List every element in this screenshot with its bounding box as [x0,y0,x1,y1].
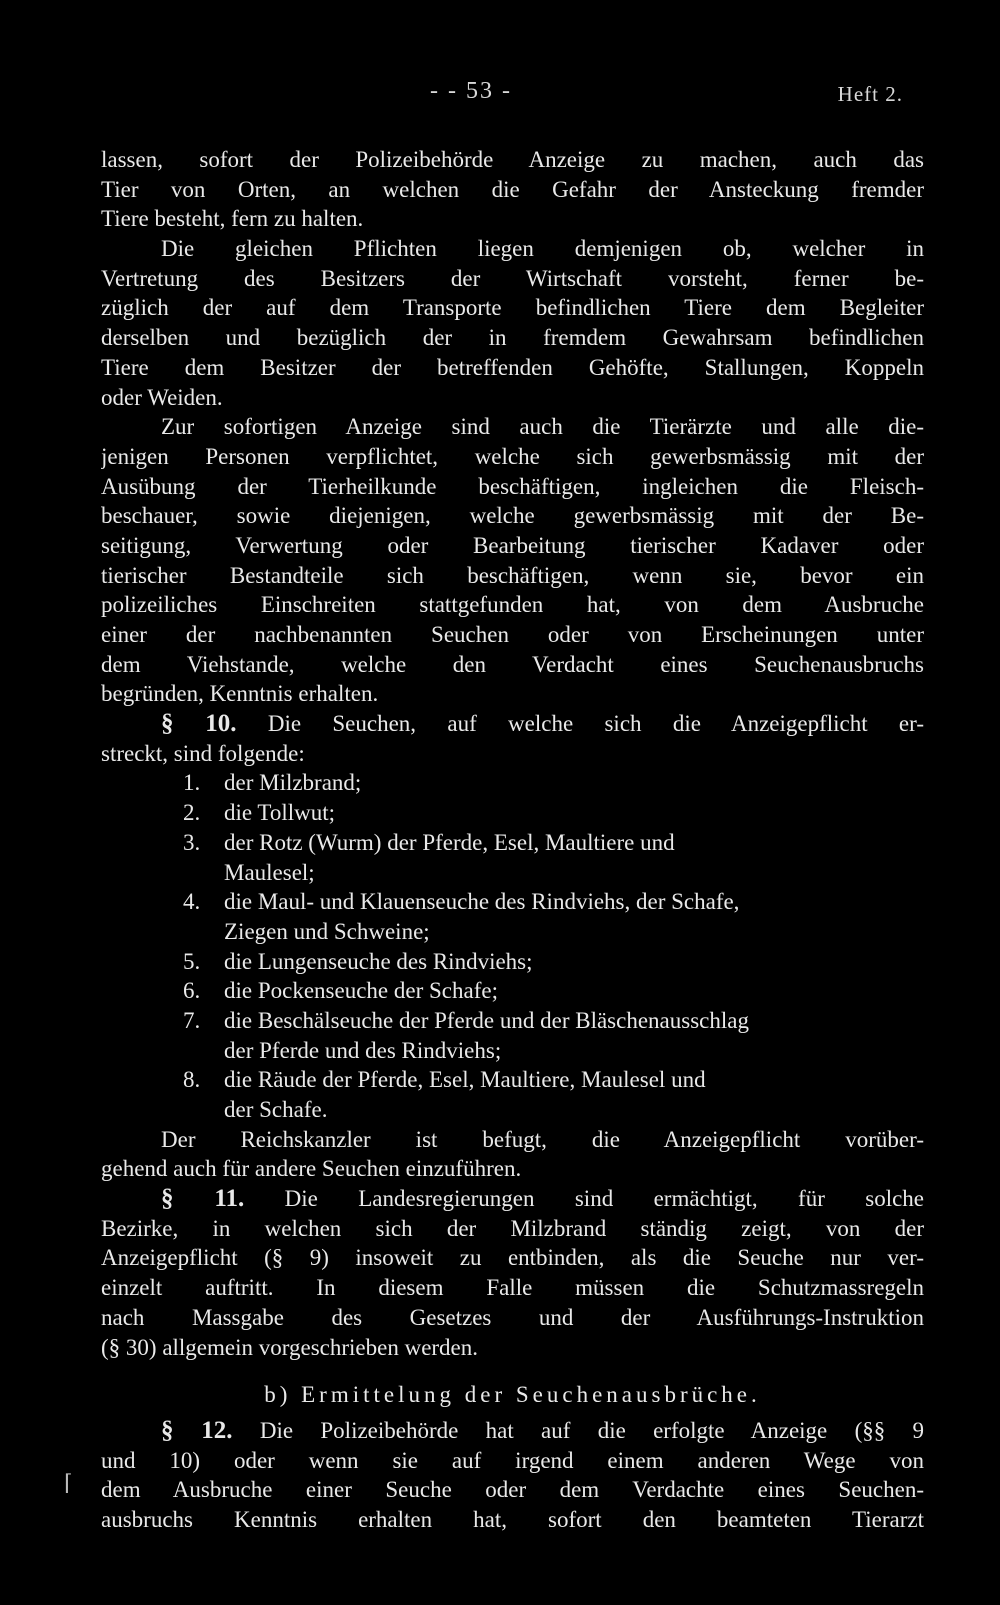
list-text: die Maul- und Klauenseuche des Rindviehs, der Schafe, [224,889,740,915]
text-line: lassen, sofort der Polizeibehörde Anzeige zu machen, auch das [101,147,924,172]
list-item [101,768,924,798]
text-line: jenigen Personen verpflichtet, welche sich gewerbsmässig mit der [101,443,924,469]
list-number: 8. [183,1067,201,1093]
text-line: (§ 30) allgemein vorgeschrieben werden. [101,1334,479,1360]
text-line: oder Weiden. [101,384,223,410]
list-number: 2. [183,800,201,826]
list-number: 4. [183,889,201,915]
text-line: einzelt auftritt. In diesem Falle müssen die Schutzmassregeln [101,1275,924,1301]
text-line: dem Ausbruche einer Seuche oder dem Verdachte eines Seuchen- [101,1477,924,1503]
text-line: dem Viehstande, welche den Verdacht eines Seuchenausbruchs [101,651,924,677]
list-text: die Beschälseuche der Pferde und der Bläschenausschlag [224,1007,749,1033]
list-text: die Pockenseuche der Schafe; [224,978,498,1004]
list-text: die Räude der Pferde, Esel, Maultiere, Maulesel und [224,1067,706,1093]
list-item-continuation: der Schafe. [224,1097,328,1122]
list-text: die Lungenseuche des Rindviehs; [224,948,533,974]
body-text [101,145,924,1535]
issue-label: Heft 2. [837,82,903,106]
section-symbol: § 11. [161,1185,245,1213]
text-line: streckt, sind folgende: [101,740,305,766]
text-line: derselben und bezüglich der in fremdem Gewahrsam befindlichen [101,325,924,351]
list-text: der Milzbrand; [224,770,362,796]
subsection-heading: b) Ermittelung der Seuchenausbrüche. [264,1382,761,1408]
text-line: Anzeigepflicht (§ 9) insoweit zu entbinden, als die Seuche nur ver- [101,1245,924,1271]
section-symbol: § 12. [161,1416,233,1444]
margin-mark: ⌈ [64,1470,73,1495]
list-item [101,828,924,858]
text-span: Die Seuchen, auf welche sich die Anzeigepflicht er- [267,711,924,737]
text-line: polizeiliches Einschreiten stattgefunden hat, von dem Ausbruche [101,592,924,618]
section-12-line [101,1416,924,1446]
section-symbol: § 10. [161,710,237,738]
list-item [101,887,924,917]
text-line: Bezirke, in welchen sich der Milzbrand ständig zeigt, von der [101,1215,924,1241]
page-number: - - 53 - [430,78,512,104]
text-span: Die Polizeibehörde hat auf die erfolgte Anzeige (§§ 9 [259,1417,924,1443]
text-line: einer der nachbenannten Seuchen oder von Erscheinungen unter [101,622,924,647]
text-span: Die Landesregierungen sind ermächtigt, für solche [284,1186,924,1212]
list-item [101,947,924,977]
running-header [0,78,1000,118]
list-number: 5. [183,948,201,974]
text-line: Tiere besteht, fern zu halten. [101,206,364,232]
text-line: züglich der auf dem Transporte befindlichen Tiere dem Begleiter [101,295,924,321]
list-number: 6. [183,978,201,1004]
text-line: begründen, Kenntnis erhalten. [101,681,379,707]
text-line: seitigung, Verwertung oder Bearbeitung tierischer Kadaver oder [101,532,924,558]
text-line: Der Reichskanzler ist befugt, die Anzeigepflicht vorüber- [161,1126,924,1152]
text-line: Vertretung des Besitzers der Wirtschaft vorsteht, ferner be- [101,265,924,291]
text-line: Tier von Orten, an welchen die Gefahr der Ansteckung fremder [101,176,924,202]
text-line: nach Massgabe des Gesetzes und der Ausführungs-Instruktion [101,1304,924,1330]
text-line: Tiere dem Besitzer der betreffenden Gehöfte, Stallungen, Koppeln [101,354,924,380]
text-line: und 10) oder wenn sie auf irgend einem anderen Wege von [101,1447,924,1473]
text-line: gehend auch für andere Seuchen einzuführen. [101,1156,522,1182]
text-line: Ausübung der Tierheilkunde beschäftigen, ingleichen die Fleisch- [101,473,924,499]
text-line: Zur sofortigen Anzeige sind auch die Tierärzte und alle die- [161,414,924,440]
text-line: ausbruchs Kenntnis erhalten hat, sofort den beamteten Tierarzt [101,1506,924,1532]
list-item [101,976,924,1006]
list-number: 3. [183,829,201,855]
list-item [101,1006,924,1036]
list-item-continuation: Ziegen und Schweine; [224,918,430,944]
section-11-line [101,1184,924,1214]
list-text: die Tollwut; [224,800,336,826]
text-line: Die gleichen Pflichten liegen demjenigen ob, welcher in [161,236,924,262]
list-number: 7. [183,1007,201,1033]
list-item-continuation: der Pferde und des Rindviehs; [224,1037,502,1063]
list-item [101,798,924,828]
text-line: beschauer, sowie diejenigen, welche gewerbsmässig mit der Be- [101,503,924,529]
list-text: der Rotz (Wurm) der Pferde, Esel, Maultiere und [224,829,675,855]
list-item [101,1065,924,1095]
list-number: 1. [183,770,201,796]
section-10-line [101,709,924,739]
text-line: tierischer Bestandteile sich beschäftigen, wenn sie, bevor ein [101,562,924,588]
list-item-continuation: Maulesel; [224,859,315,885]
